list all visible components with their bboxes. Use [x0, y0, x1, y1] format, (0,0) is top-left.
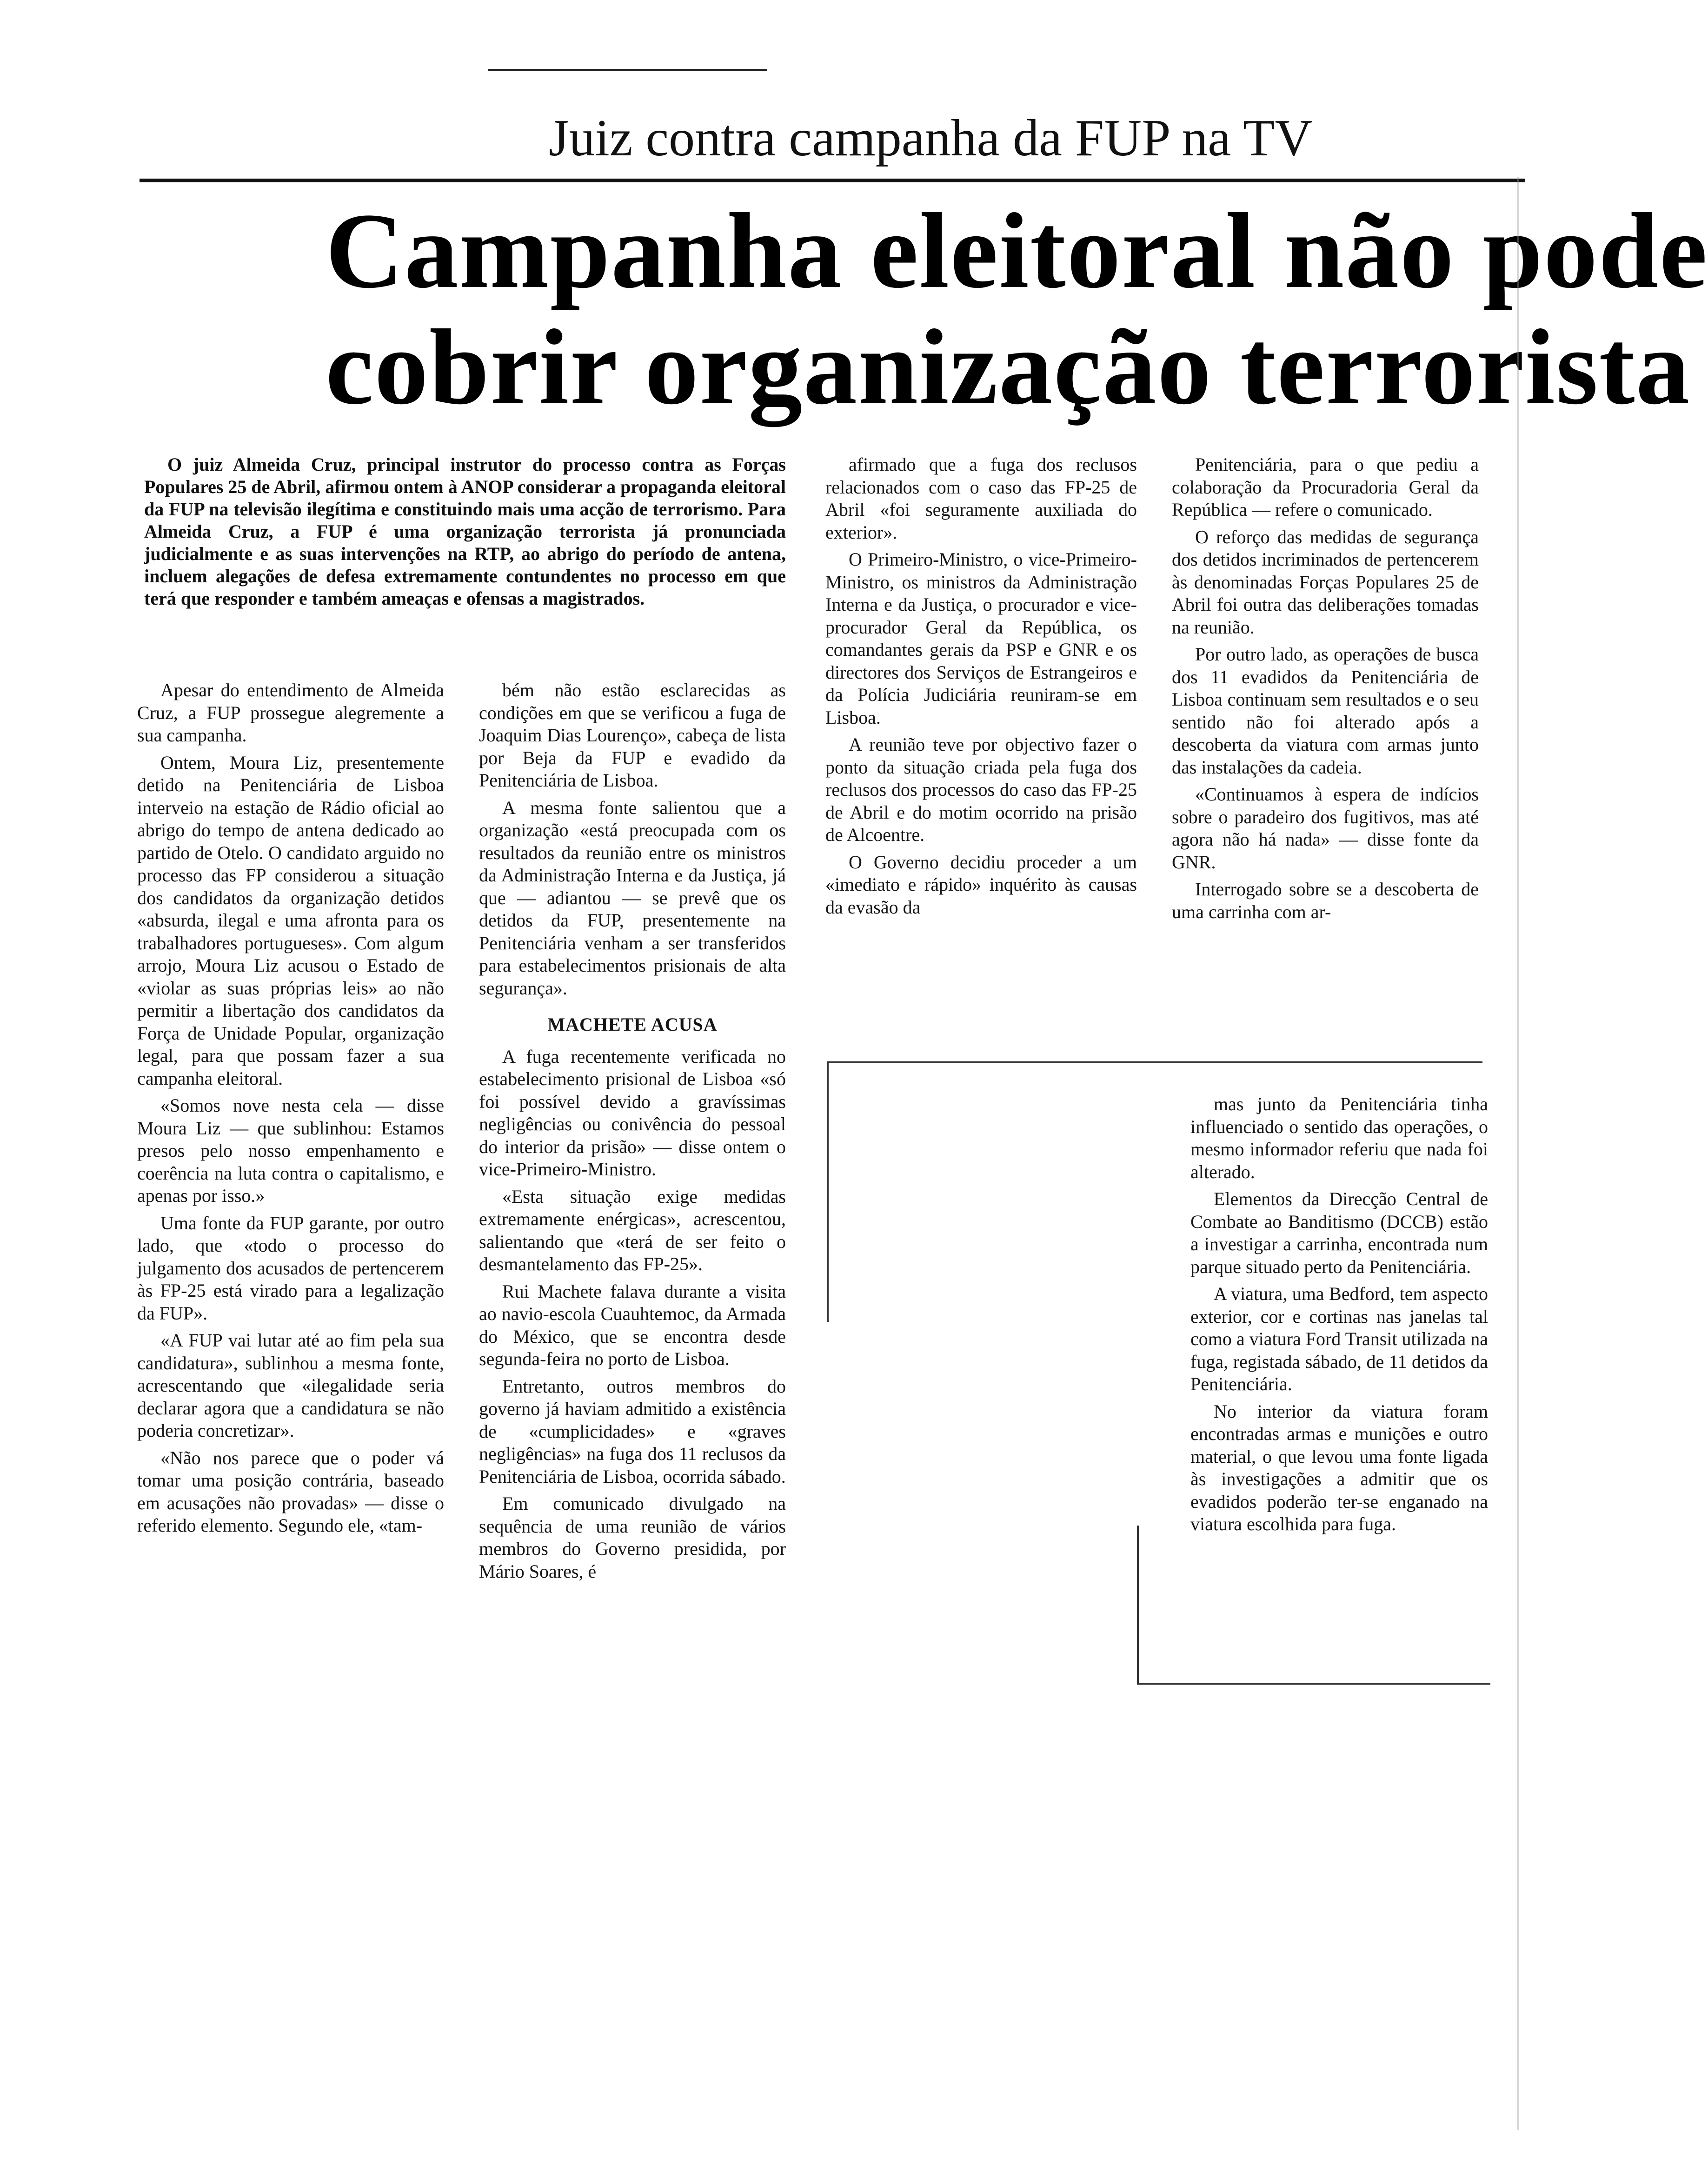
- box-rule-left-lower: [1137, 1526, 1139, 1684]
- paragraph: Em comunicado divulgado na sequência de uma reunião de vários membros do Governo presidida, por Mário Soares, é: [479, 1493, 786, 1582]
- paragraph: A reunião teve por objectivo fazer o ponto da situação criada pela fuga dos reclusos dos processos do caso das FP-25 de Abril e do motim ocorrido na prisão de Alcoentre.: [825, 734, 1137, 845]
- paragraph: «Esta situação exige medidas extremamente enérgicas», acrescentou, salientando que «terá de ser feito o desmantelamento das FP-25».: [479, 1186, 786, 1274]
- lead-paragraph: [144, 453, 786, 610]
- paragraph: mas junto da Penitenciária tinha influenciado o sentido das operações, o mesmo informador referiu que nada foi alterado.: [1190, 1093, 1488, 1182]
- paragraph: No interior da viatura foram encontradas armas e munições e outro material, o que levou uma fonte ligada às investigações a admitir que os evadidos poderão ter-se enganado na viatura escolhida para fuga.: [1190, 1400, 1488, 1534]
- section-subhead: MACHETE ACUSA: [547, 1014, 718, 1035]
- paragraph: bém não estão esclarecidas as condições em que se verificou a fuga de Joaquim Dias Lourenço», cabeça de lista por Beja da FUP e evadido da Penitenciária de Lisboa.: [479, 680, 786, 791]
- column-1: [137, 679, 444, 1542]
- paragraph: Por outro lado, as operações de busca dos 11 evadidos da Penitenciária de Lisboa continuam sem resultados e o seu sentido não foi alterado após a descoberta da viatura com armas junto das instalações da cadeia.: [1172, 644, 1479, 778]
- lead-text: O juiz Almeida Cruz, principal instrutor do processo contra as Forças Populares 25 de Abril, afirmou ontem à ANOP considerar a propaganda eleitoral da FUP na televisão ilegítima e constituindo mais uma acção de terrorismo. Para Almeida Cruz, a FUP é uma organização terrorista já pronunciada judicialmente e as suas intervenções na RTP, ao abrigo do período de antena, incluem alegações de defesa extremamente contundentes no processo em que terá que responder e também ameaças e ofensas a magistrados.: [144, 454, 786, 609]
- box-rule-bottom: [1137, 1683, 1490, 1685]
- column-5: [1190, 1093, 1488, 1540]
- paragraph: O Governo decidiu proceder a um «imediato e rápido» inquérito às causas da evasão da: [825, 851, 1137, 918]
- paragraph: A fuga recentemente verificada no estabelecimento prisional de Lisboa «só foi possível devido a gravíssimas negligências ou conivência do pessoal do interior da prisão» — disse ontem o vice-Primeiro-Ministro.: [479, 1046, 786, 1180]
- headline-line-1: Campanha eleitoral não pode: [326, 191, 1708, 311]
- paragraph: Uma fonte da FUP garante, por outro lado, que «todo o processo do julgamento dos acusados de pertencerem às FP-25 está virado para a legalização da FUP».: [137, 1212, 444, 1324]
- paragraph: A mesma fonte salientou que a organização «está preocupada com os resultados da reunião entre os ministros da Administração Interna e da Justiça, já que — adiantou — se prevê que os detidos da FUP, presentemente na Penitenciária venham a ser transferidos para estabelecimentos prisionais de alta segurança».: [479, 797, 786, 999]
- paragraph: «Não nos parece que o poder vá tomar uma posição contrária, baseado em acusações não provadas» — disse o referido elemento. Segundo ele, «tam-: [137, 1447, 444, 1536]
- column-4: [1172, 453, 1479, 928]
- headline-line-2: cobrir organização terrorista: [326, 307, 1691, 427]
- box-rule-left: [827, 1061, 829, 1322]
- paragraph: Ontem, Moura Liz, presentemente detido na Penitenciária de Lisboa interveio na estação de Rádio oficial ao abrigo do tempo de antena dedicado ao partido de Otelo. O candidato arguido no processo das FP considerou a situação dos candidatos da organização detidos «absurda, ilegal e uma afronta para os trabalhadores portugueses». Com algum arrojo, Moura Liz acusou o Estado de «violar as suas próprias leis» ao não permitir a libertação dos candidatos da Força de Unidade Popular, organização legal, para que possam fazer a sua campanha eleitoral.: [137, 752, 444, 1089]
- box-rule-top: [827, 1061, 1482, 1063]
- paragraph: «A FUP vai lutar até ao fim pela sua candidatura», sublinhou a mesma fonte, acrescentando que «ilegalidade seria declarar agora que a candidatura se não poderia concretizar».: [137, 1330, 444, 1441]
- paragraph: O reforço das medidas de segurança dos detidos incriminados de pertencerem às denominadas Forças Populares 25 de Abril foi outra das deliberações tomadas na reunião.: [1172, 526, 1479, 638]
- paragraph: Rui Machete falava durante a visita ao navio-escola Cuauhtemoc, da Armada do México, que se encontra desde segunda-feira no porto de Lisboa.: [479, 1280, 786, 1369]
- paragraph: Penitenciária, para o que pediu a colaboração da Procuradoria Geral da República — refere o comunicado.: [1172, 454, 1479, 520]
- paragraph: Elementos da Direcção Central de Combate ao Banditismo (DCCB) estão a investigar a carrinha, encontrada num parque situado perto da Penitenciária.: [1190, 1188, 1488, 1277]
- paragraph: «Somos nove nesta cela — disse Moura Liz — que sublinhou: Estamos presos pelo nosso empenhamento e coerência na luta contra o capitalismo, e apenas por isso.»: [137, 1095, 444, 1206]
- paragraph: Interrogado sobre se a descoberta de uma carrinha com ar-: [1172, 879, 1479, 922]
- column-3: [825, 453, 1137, 923]
- column-2: [479, 679, 786, 1587]
- kicker: Juiz contra campanha da FUP na TV: [549, 109, 1313, 167]
- paragraph: afirmado que a fuga dos reclusos relacionados com o caso das FP-25 de Abril «foi seguramente auxiliada do exterior».: [825, 454, 1137, 543]
- paragraph: Entretanto, outros membros do governo já haviam admitido a existência de «cumplicidades» e «graves negligências» na fuga dos 11 reclusos da Penitenciária de Lisboa, ocorrida sábado.: [479, 1375, 786, 1487]
- headline-rule: [140, 179, 1525, 182]
- paragraph: A viatura, uma Bedford, tem aspecto exterior, cor e cortinas nas janelas tal como a viatura Ford Transit utilizada na fuga, registada sábado, de 11 detidos da Penitenciária.: [1190, 1283, 1488, 1394]
- top-rule: [488, 69, 767, 71]
- paragraph: «Continuamos à espera de indícios sobre o paradeiro dos fugitivos, mas até agora não há nada» — disse fonte da GNR.: [1172, 784, 1479, 873]
- scan-edge: [1517, 177, 1519, 2130]
- paragraph: O Primeiro-Ministro, o vice-Primeiro-Ministro, os ministros da Administração Interna e da Justiça, o procurador e vice-procurador Geral da República, os comandantes gerais da PSP e GNR e os directores dos Serviços de Estrangeiros e da Polícia Judiciária reuniram-se em Lisboa.: [825, 549, 1137, 728]
- paragraph: Apesar do entendimento de Almeida Cruz, a FUP prossegue alegremente a sua campanha.: [137, 680, 444, 746]
